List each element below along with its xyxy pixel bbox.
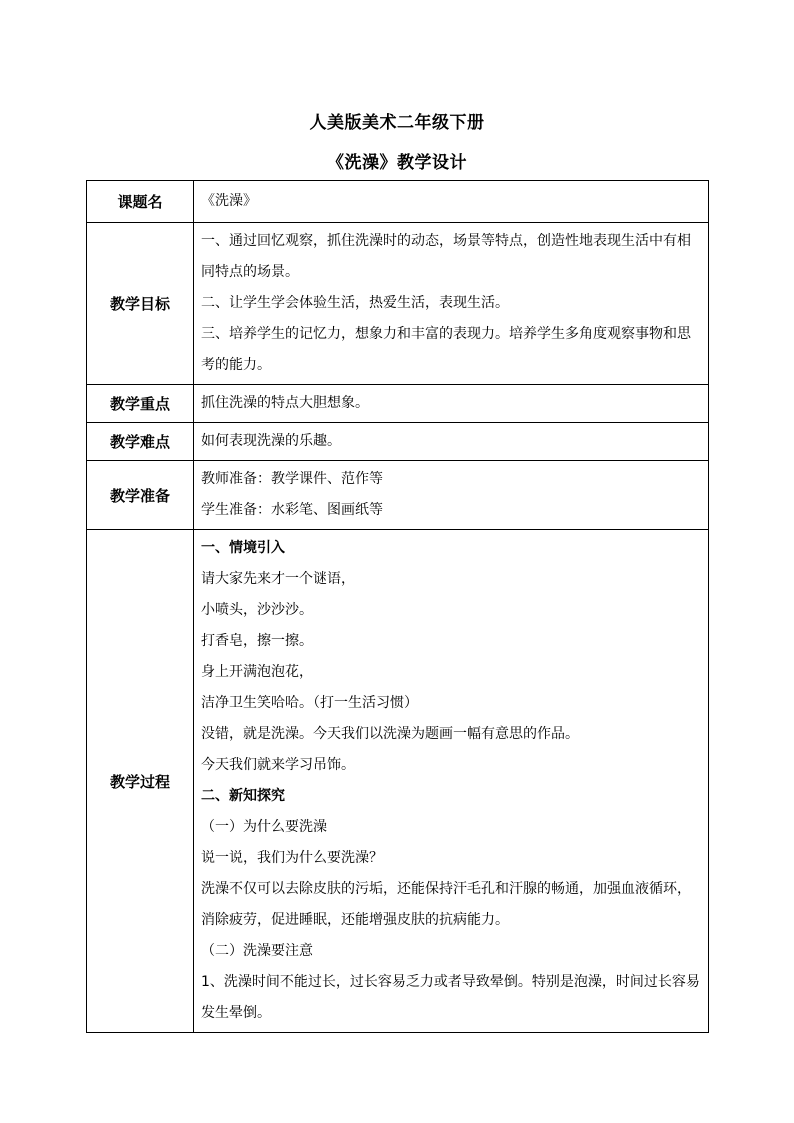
- preparation-teacher: 教师准备：教学课件、范作等: [201, 471, 383, 487]
- key-points-text: 抓住洗澡的特点大胆想象。: [201, 395, 369, 411]
- process-line: 小喷头，沙沙沙。: [201, 602, 313, 618]
- table-row-key-points: [87, 385, 709, 423]
- process-line: 请大家先来才一个谜语，: [201, 571, 355, 587]
- process-line: 说一说，我们为什么要洗澡？: [201, 850, 383, 866]
- table-row-difficulties: [87, 423, 709, 461]
- row-content-key-points: [194, 385, 709, 423]
- process-heading-2: 二、新知探究: [201, 788, 285, 804]
- page-subtitle: 《洗澡》教学设计: [327, 153, 467, 173]
- table-row-objectives: [87, 223, 709, 385]
- topic-text: 《洗澡》: [201, 193, 257, 209]
- table-row-topic: [87, 181, 709, 223]
- preparation-student: 学生准备：水彩笔、图画纸等: [201, 502, 383, 518]
- process-subheading: （二）洗澡要注意: [201, 943, 313, 959]
- page-title: 人美版美术二年级下册: [309, 113, 485, 133]
- process-line: 今天我们就来学习吊饰。: [201, 757, 355, 773]
- process-line: 身上开满泡泡花，: [201, 664, 313, 680]
- table-row-process: [87, 530, 709, 1033]
- objective-3: 三、培养学生的记忆力，想象力和丰富的表现力。培养学生多角度观察事物和思考的能力。: [201, 326, 691, 373]
- process-line: 洗澡不仅可以去除皮肤的污垢，还能保持汗毛孔和汗腺的畅通，加强血液循环，消除疲劳，促进睡眠，还能增强皮肤的抗病能力。: [201, 881, 691, 928]
- process-subheading: （一）为什么要洗澡: [201, 819, 327, 835]
- row-content-process: [194, 530, 709, 1033]
- process-line: 洁净卫生笑哈哈。（打一生活习惯）: [201, 695, 418, 711]
- row-content-difficulties: [194, 423, 709, 461]
- objective-2: 二、让学生学会体验生活，热爱生活，表现生活。: [201, 295, 509, 311]
- table-row-preparation: [87, 461, 709, 530]
- row-content-objectives: [194, 223, 709, 385]
- row-label-topic: 课题名: [87, 181, 194, 223]
- row-label-key-points: 教学重点: [87, 385, 194, 423]
- objective-1: 一、通过回忆观察，抓住洗澡时的动态，场景等特点，创造性地表现生活中有相同特点的场景。: [201, 233, 691, 280]
- row-label-difficulties: 教学难点: [87, 423, 194, 461]
- process-line: 打香皂，擦一擦。: [201, 633, 313, 649]
- row-label-preparation: 教学准备: [87, 461, 194, 530]
- difficulties-text: 如何表现洗澡的乐趣。: [201, 433, 341, 449]
- lesson-plan-table: [86, 180, 709, 1033]
- process-line: 1、洗澡时间不能过长，过长容易乏力或者导致晕倒。特别是泡澡，时间过长容易发生晕倒。: [201, 974, 700, 1021]
- process-heading-1: 一、情境引入: [201, 540, 285, 556]
- row-content-topic: [194, 181, 709, 223]
- row-label-objectives: 教学目标: [87, 223, 194, 385]
- process-line: 没错，就是洗澡。今天我们以洗澡为题画一幅有意思的作品。: [201, 726, 579, 742]
- row-content-preparation: [194, 461, 709, 530]
- row-label-process: 教学过程: [87, 530, 194, 1033]
